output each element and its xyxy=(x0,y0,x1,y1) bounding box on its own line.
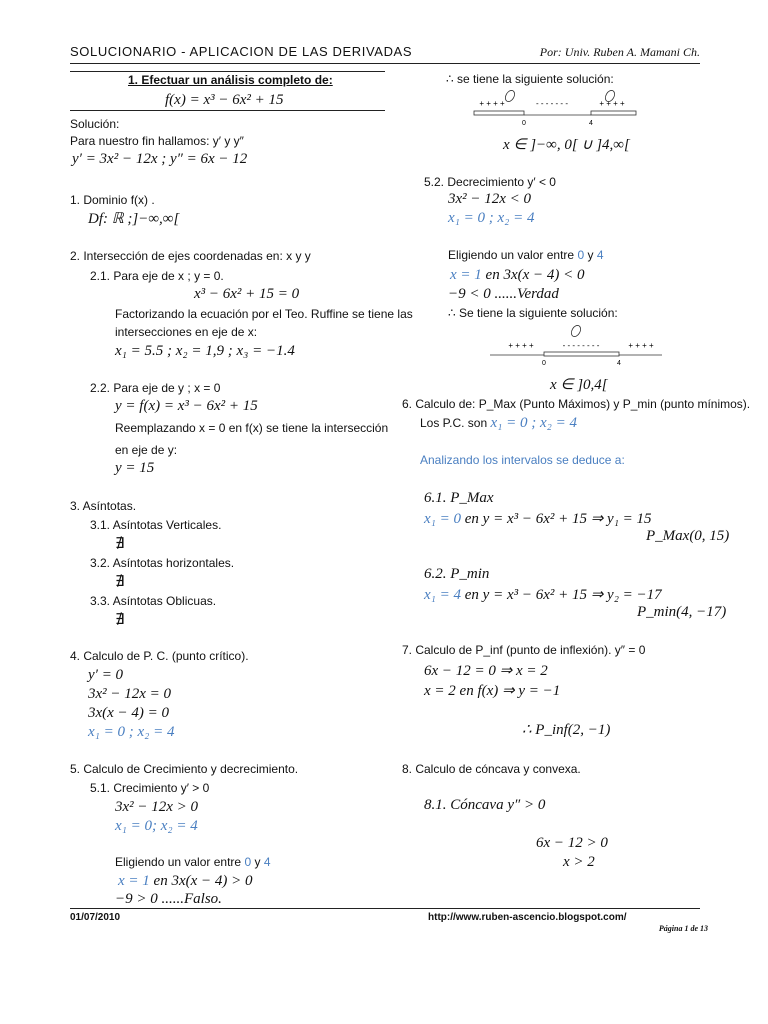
s6-analysis: Analizando los intervalos se deduce a: xyxy=(420,453,625,467)
s31-value: ∄ xyxy=(115,536,125,552)
sol-a-set: x ∈ ]−∞, 0[ ∪ ]4,∞[ xyxy=(503,137,630,153)
line2-leaf-icon xyxy=(570,324,583,338)
sol-b-label: ∴ Se tiene la siguiente solución: xyxy=(448,306,618,320)
section-title: 1. Efectuar un análisis completo de: xyxy=(128,73,333,87)
function-definition: f(x) = x³ − 6x² + 15 xyxy=(165,92,284,108)
s22-equation: y = f(x) = x³ − 6x² + 15 xyxy=(115,398,258,414)
s21-text-2: intersecciones en eje de x: xyxy=(115,325,258,339)
s51-line-2: x₁ = 0; x₂ = 4 xyxy=(115,818,198,834)
line1-left-signs: + + + + xyxy=(479,99,505,108)
s22-title: 2.2. Para eje de y ; x = 0 xyxy=(90,381,221,395)
line1-right-signs: + + + + xyxy=(599,99,625,108)
s6-title: 6. Calculo de: P_Max (Punto Máximos) y P_min (punto mínimos). xyxy=(402,397,751,411)
s21-title: 2.1. Para eje de x ; y = 0. xyxy=(90,269,224,283)
solucion-label: Solución: xyxy=(70,117,120,131)
line2-mid-signs: - - - - - - - - xyxy=(562,341,600,350)
s52-line-1: 3x² − 12x < 0 xyxy=(448,191,532,207)
line2-left-signs: + + + + xyxy=(508,341,534,350)
title-box-top xyxy=(70,71,385,72)
document-author: Por: Univ. Ruben A. Mamani Ch. xyxy=(539,45,700,59)
line1-left-interval xyxy=(474,111,524,115)
s51-result: −9 > 0 ......Falso. xyxy=(115,891,222,907)
s61-line: x₁ = 0 en y = x³ − 6x² + 15 ⇒ y₁ = 15 xyxy=(424,511,652,527)
s31-title: 3.1. Asíntotas Verticales. xyxy=(90,518,222,532)
footer-rule xyxy=(70,908,700,909)
intro-text: Para nuestro fin hallamos: y′ y y″ xyxy=(70,134,244,148)
s21-equation: x³ − 6x² + 15 = 0 xyxy=(194,286,300,302)
line2-tick-0: 0 xyxy=(542,360,546,367)
line2-tick-4: 4 xyxy=(617,360,621,367)
s52-pick: Eligiendo un valor entre 0 y 4 xyxy=(448,248,604,262)
line2-right-signs: + + + + xyxy=(628,341,654,350)
s21-roots: x₁ = 5.5 ; x₂ = 1,9 ; x₃ = −1.4 xyxy=(115,343,295,359)
s51-pick: Eligiendo un valor entre 0 y 4 xyxy=(115,855,271,869)
document-title: SOLUCIONARIO - APLICACION DE LAS DERIVADAS xyxy=(70,44,413,59)
s2-title: 2. Intersección de ejes coordenadas en: x y y xyxy=(70,249,311,263)
derivatives: y′ = 3x² − 12x ; y″ = 6x − 12 xyxy=(72,151,248,167)
s1-title: 1. Dominio f(x) . xyxy=(70,193,155,207)
s3-title: 3. Asíntotas. xyxy=(70,499,137,513)
line1-mid-signs: - - - - - - - xyxy=(536,99,568,108)
footer-page-number: Página 1 de 13 xyxy=(658,924,708,933)
s8-title: 8. Calculo de cóncava y convexa. xyxy=(402,762,581,776)
s7-line-2: x = 2 en f(x) ⇒ y = −1 xyxy=(424,683,561,699)
s52-test: x = 1 en 3x(x − 4) < 0 xyxy=(450,267,585,283)
s52-result: −9 < 0 ......Verdad xyxy=(448,286,559,302)
s7-title: 7. Calculo de P_inf (punto de inflexión). y″ = 0 xyxy=(402,643,646,657)
s7-inflection-point: ∴ P_inf(2, −1) xyxy=(522,722,611,738)
line2-mid-interval xyxy=(544,352,619,356)
s61-point: P_Max(0, 15) xyxy=(646,528,730,544)
s4-title: 4. Calculo de P. C. (punto crítico). xyxy=(70,649,249,663)
footer-url[interactable]: http://www.ruben-ascencio.blogspot.com/ xyxy=(428,912,627,923)
footer-date: 01/07/2010 xyxy=(70,912,121,923)
s61-title: 6.1. P_Max xyxy=(424,490,494,506)
header-rule xyxy=(70,63,700,64)
s81-title: 8.1. Cóncava y″ > 0 xyxy=(424,797,546,813)
s22-text-1: Reemplazando x = 0 en f(x) se tiene la intersección xyxy=(115,421,389,435)
line1-right-interval xyxy=(591,111,636,115)
s32-title: 3.2. Asíntotas horizontales. xyxy=(90,556,235,570)
s52-line-2: x₁ = 0 ; x₂ = 4 xyxy=(448,210,535,226)
s62-title: 6.2. P_min xyxy=(424,566,490,582)
s7-line-1: 6x − 12 = 0 ⇒ x = 2 xyxy=(424,663,548,679)
s4-line-1: y′ = 0 xyxy=(88,667,124,683)
s22-result: y = 15 xyxy=(115,460,155,476)
sign-line-2 xyxy=(486,322,666,368)
s52-title: 5.2. Decrecimiento y′ < 0 xyxy=(424,175,556,189)
s4-line-2: 3x² − 12x = 0 xyxy=(88,686,172,702)
s4-line-3: 3x(x − 4) = 0 xyxy=(88,705,170,721)
sign-line-1 xyxy=(470,88,640,130)
title-box-bottom xyxy=(70,110,385,111)
s21-text-1: Factorizando la ecuación por el Teo. Ruffine se tiene las xyxy=(115,307,413,321)
s62-line: x₁ = 4 en y = x³ − 6x² + 15 ⇒ y₂ = −17 xyxy=(424,587,662,603)
s51-test: x = 1 en 3x(x − 4) > 0 xyxy=(118,873,253,889)
s51-line-1: 3x² − 12x > 0 xyxy=(115,799,199,815)
s33-value: ∄ xyxy=(115,612,125,628)
s62-point: P_min(4, −17) xyxy=(637,604,727,620)
s33-title: 3.3. Asíntotas Oblicuas. xyxy=(90,594,217,608)
s51-title: 5.1. Crecimiento y′ > 0 xyxy=(90,781,210,795)
s81-line-2: x > 2 xyxy=(563,854,595,870)
s5-title: 5. Calculo de Crecimiento y decrecimiento. xyxy=(70,762,299,776)
line1-tick-0: 0 xyxy=(522,120,526,127)
line1-tick-4: 4 xyxy=(589,120,593,127)
line1-leaf-left-icon xyxy=(504,89,517,103)
s81-line-1: 6x − 12 > 0 xyxy=(536,835,608,851)
s4-critical-points: x₁ = 0 ; x₂ = 4 xyxy=(88,724,175,740)
s1-domain: Df: ℝ ;]−∞,∞[ xyxy=(88,211,180,227)
sol-b-set: x ∈ ]0,4[ xyxy=(550,377,608,393)
s32-value: ∄ xyxy=(115,574,125,590)
s22-text-2: en eje de y: xyxy=(115,443,178,457)
sol-a-label: ∴ se tiene la siguiente solución: xyxy=(446,72,614,86)
s6-pc: Los P.C. son x₁ = 0 ; x₂ = 4 xyxy=(420,415,577,431)
